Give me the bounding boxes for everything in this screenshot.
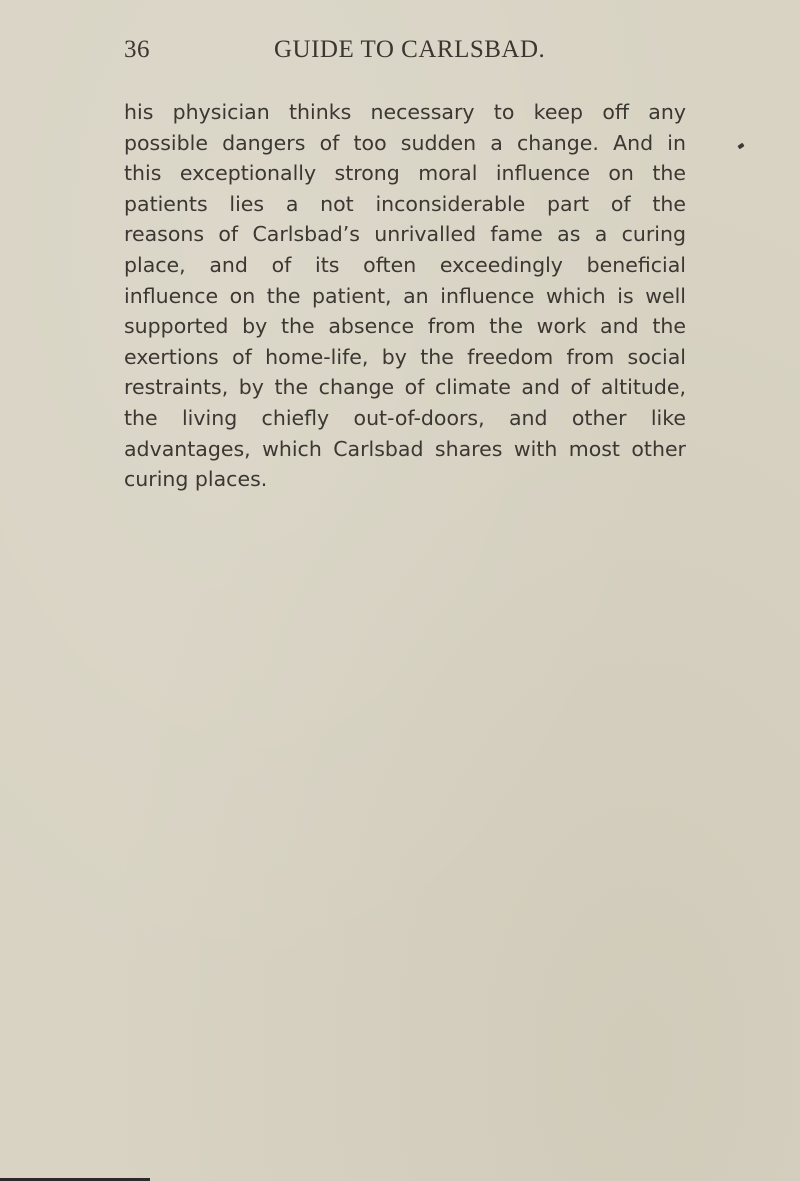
text-line: exertions of home-life, by the freedom from social	[124, 344, 686, 369]
text-line: this exceptionally strong moral influence on the	[124, 161, 686, 186]
text-line: influence on the patient, an influence which is well	[124, 283, 686, 308]
running-title: GUIDE TO CARLSBAD.	[274, 36, 546, 63]
page-number: 36	[124, 36, 150, 63]
text-line: advantages, which Carlsbad shares with most other	[124, 436, 686, 461]
text-line: possible dangers of too sudden a change. And in	[124, 130, 686, 155]
text-line: his physician thinks necessary to keep off any	[124, 100, 686, 124]
text-line: curing places.	[124, 467, 268, 492]
text-line: patients lies a not inconsiderable part of the	[124, 191, 686, 216]
text-line: supported by the absence from the work and the	[124, 314, 686, 339]
text-line: reasons of Carlsbad’s unrivalled fame as a curing	[124, 222, 686, 247]
text-line: place, and of its often exceedingly beneficial	[124, 252, 686, 277]
page-header	[124, 36, 684, 70]
ink-speck	[737, 143, 744, 150]
text-line: restraints, by the change of climate and of altitude,	[124, 375, 686, 400]
text-line: the living chiefly out-of-doors, and other like	[124, 405, 686, 430]
body-paragraph	[124, 97, 686, 495]
